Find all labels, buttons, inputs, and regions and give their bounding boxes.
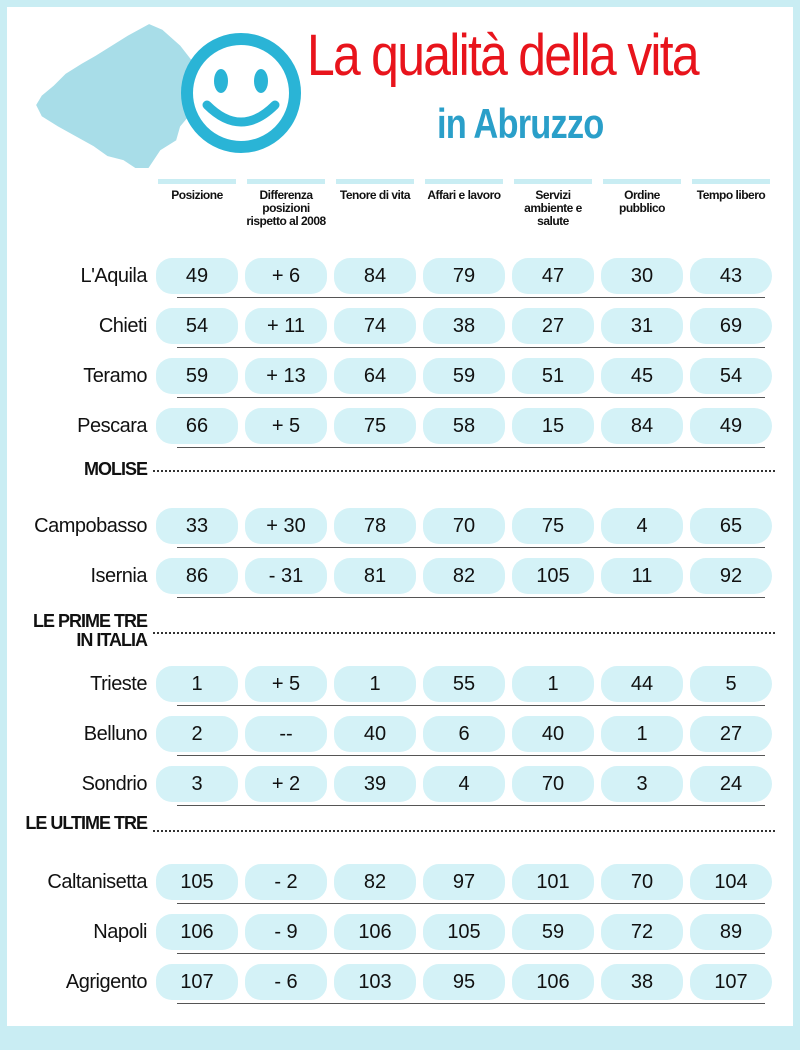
table-cell: - 9 [245,914,327,950]
row-separator [177,1003,765,1004]
section-divider [153,632,775,634]
table-cell: - 31 [245,558,327,594]
table-cell: 106 [512,964,594,1000]
table-cell: 43 [690,258,772,294]
table-cell: 79 [423,258,505,294]
table-cell: 86 [156,558,238,594]
row-label: Agrigento [65,971,147,993]
table-cell: 105 [423,914,505,950]
table-cell: 38 [423,308,505,344]
table-cell: 47 [512,258,594,294]
column-header-label: Posizione [171,188,223,202]
table-cell: 64 [334,358,416,394]
table-cell: 5 [690,666,772,702]
table-cell: 38 [601,964,683,1000]
table-cell: 3 [601,766,683,802]
column-header-bar [692,179,770,184]
row-label: L'Aquila [80,265,147,287]
row-label: Teramo [83,365,147,387]
column-header [334,179,416,202]
row-label: Sondrio [81,773,147,795]
table-cell: 49 [690,408,772,444]
table-cell: 58 [423,408,505,444]
table-cell: + 11 [245,308,327,344]
table-cell: 1 [334,666,416,702]
row-separator [177,903,765,904]
row-separator [177,597,765,598]
table-cell: 82 [334,864,416,900]
row-label: Chieti [98,315,147,337]
table-cell: + 5 [245,408,327,444]
table-cell: 1 [601,716,683,752]
table-cell: 59 [423,358,505,394]
table-cell: 4 [601,508,683,544]
table-cell: 11 [601,558,683,594]
column-header [245,179,327,228]
table-cell: 1 [512,666,594,702]
column-header-bar [603,179,681,184]
table-cell: 6 [423,716,505,752]
column-header-label: Tenore di vita [339,188,411,202]
column-header-label: Affari e lavoro [427,188,501,202]
column-header [423,179,505,202]
table-cell: 107 [156,964,238,1000]
table-cell: 75 [512,508,594,544]
table-cell: 101 [512,864,594,900]
table-cell: 45 [601,358,683,394]
row-label: Trieste [90,673,147,695]
column-header-bar [247,179,325,184]
table-cell: 104 [690,864,772,900]
table-cell: 75 [334,408,416,444]
section-divider [153,830,775,832]
table-cell: 97 [423,864,505,900]
table-cell: 69 [690,308,772,344]
table-cell: 33 [156,508,238,544]
table-cell: 44 [601,666,683,702]
table-cell: 106 [334,914,416,950]
column-header [512,179,594,228]
row-separator [177,805,765,806]
column-header [156,179,238,202]
table-cell: 40 [334,716,416,752]
table-cell: 84 [334,258,416,294]
table-cell: + 13 [245,358,327,394]
table-cell: 31 [601,308,683,344]
table-cell: 27 [512,308,594,344]
table-cell: 51 [512,358,594,394]
row-label: Belluno [83,723,147,745]
table-cell: 89 [690,914,772,950]
row-separator [177,705,765,706]
table-cell: 103 [334,964,416,1000]
table-cell: + 6 [245,258,327,294]
section-divider [153,470,775,472]
table-cell: 106 [156,914,238,950]
section-label: MOLISE [83,459,147,479]
table-cell: 82 [423,558,505,594]
row-separator [177,953,765,954]
table-cell: 54 [156,308,238,344]
table-cell: + 2 [245,766,327,802]
table-cell: 65 [690,508,772,544]
column-header-label: Servizi ambiente e salute [524,188,582,228]
table-cell: 49 [156,258,238,294]
column-header-bar [158,179,236,184]
table-cell: 74 [334,308,416,344]
page-title: La qualità della vita [307,23,698,88]
row-separator [177,347,765,348]
table-cell: 95 [423,964,505,1000]
table-cell: 1 [156,666,238,702]
column-header-bar [425,179,503,184]
table-cell: 84 [601,408,683,444]
table-cell: 54 [690,358,772,394]
column-header-label: Ordine pubblico [619,188,665,215]
table-cell: 105 [156,864,238,900]
section-label: LE PRIME TRE IN ITALIA [32,611,147,650]
column-header-label: Differenza posizioni rispetto al 2008 [246,188,326,228]
column-header-label: Tempo libero [696,188,766,202]
table-cell: 70 [512,766,594,802]
table-cell: 4 [423,766,505,802]
table-cell: 3 [156,766,238,802]
row-label: Campobasso [34,515,147,537]
table-cell: 92 [690,558,772,594]
row-separator [177,547,765,548]
table-cell: - 6 [245,964,327,1000]
table-cell: 70 [601,864,683,900]
row-label: Pescara [77,415,147,437]
table-cell: 15 [512,408,594,444]
source-note: FONTE: DOSSIER QUALITA' DELLA VITA 2009 - IL SOLE 24 ORE [185,1029,615,1046]
row-separator [177,447,765,448]
page-subtitle: in Abruzzo [437,100,604,147]
row-label: Caltanisetta [47,871,147,893]
section-label: LE ULTIME TRE [25,813,147,833]
table-cell: 59 [156,358,238,394]
table-cell: 105 [512,558,594,594]
table-cell: 40 [512,716,594,752]
table-cell: 55 [423,666,505,702]
column-header [601,179,683,215]
table-cell: -- [245,716,327,752]
table-cell: 81 [334,558,416,594]
row-label: Isernia [90,565,147,587]
table-cell: + 30 [245,508,327,544]
row-separator [177,397,765,398]
table-cell: 78 [334,508,416,544]
table-cell: 107 [690,964,772,1000]
row-label: Napoli [93,921,147,943]
table-cell: - 2 [245,864,327,900]
table-cell: 2 [156,716,238,752]
column-header-bar [514,179,592,184]
table-cell: 59 [512,914,594,950]
row-separator [177,755,765,756]
table-cell: 70 [423,508,505,544]
table-cell: 24 [690,766,772,802]
table-cell: 72 [601,914,683,950]
column-header-bar [336,179,414,184]
table-cell: 66 [156,408,238,444]
table-cell: 39 [334,766,416,802]
table-cell: 27 [690,716,772,752]
smiley-face-icon [179,31,303,155]
table-cell: + 5 [245,666,327,702]
column-header [690,179,772,202]
row-separator [177,297,765,298]
table-cell: 30 [601,258,683,294]
